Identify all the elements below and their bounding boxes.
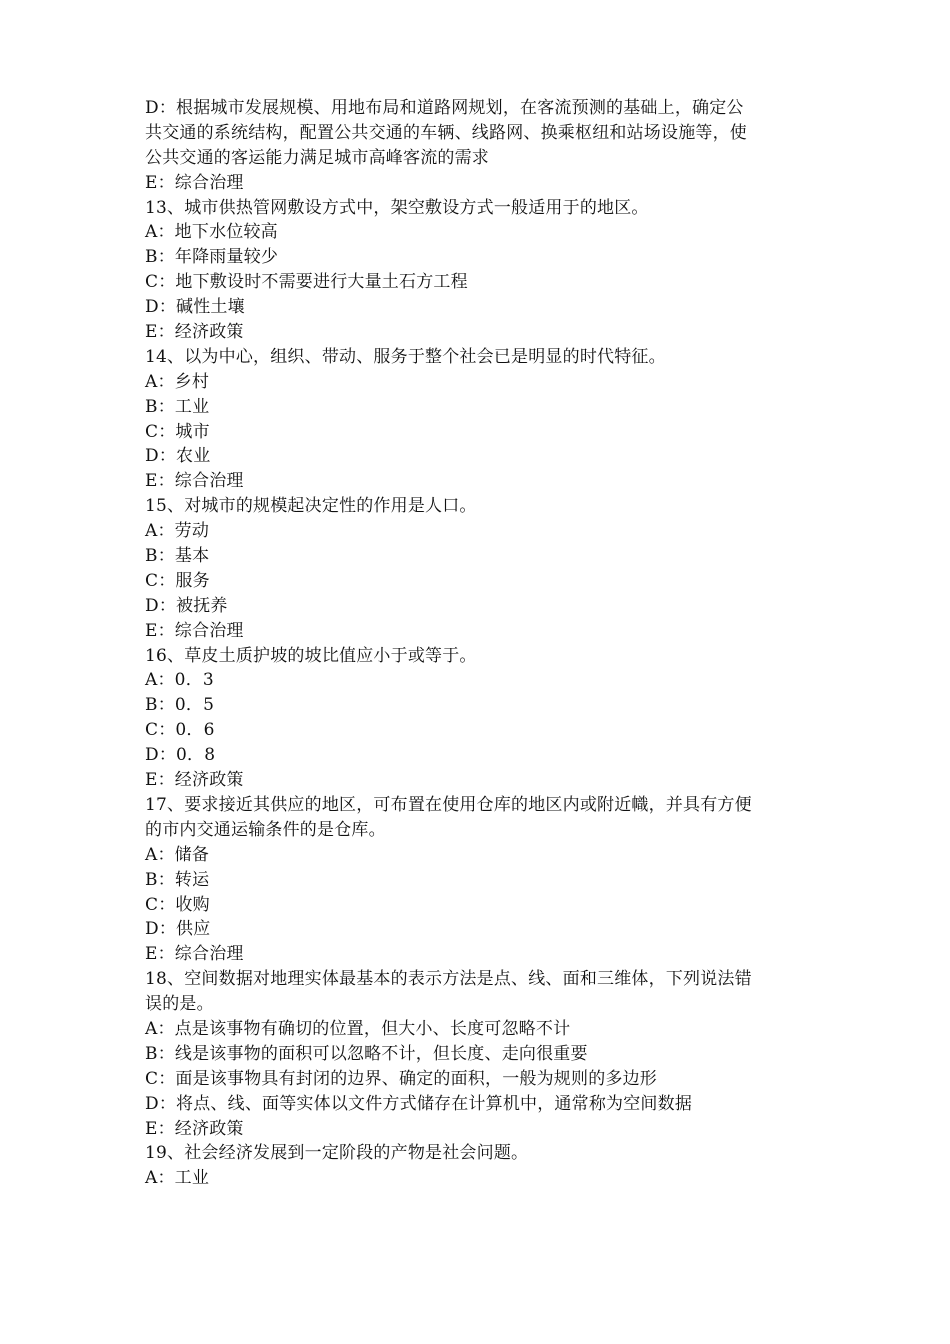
- option-line: B：工业: [145, 396, 210, 417]
- option-line: E：经济政策: [145, 322, 244, 343]
- option-line: D：供应: [145, 919, 211, 940]
- option-line: B：年降雨量较少: [145, 247, 279, 268]
- option-line: D：被抚养: [145, 595, 228, 616]
- option-line: E：综合治理: [145, 471, 244, 492]
- option-line: C：服务: [145, 570, 210, 591]
- option-line: E：经济政策: [145, 1118, 244, 1139]
- option-line: D：0．8: [145, 745, 216, 766]
- question-line: 14、以为中心，组织、带动、服务于整个社会已是明显的时代特征。: [145, 346, 666, 367]
- option-line: B：基本: [145, 546, 210, 567]
- option-line: D：将点、线、面等实体以文件方式储存在计算机中，通常称为空间数据: [145, 1093, 693, 1114]
- text-line: D：根据城市发展规模、用地布局和道路网规划，在客流预测的基础上，确定公: [145, 98, 744, 118]
- option-line: E：经济政策: [145, 770, 244, 791]
- option-line: C：地下敷设时不需要进行大量土石方工程: [145, 272, 468, 293]
- option-line: B：线是该事物的面积可以忽略不计，但长度、走向很重要: [145, 1043, 588, 1064]
- question-line: 的市内交通运输条件的是仓库。: [145, 819, 386, 840]
- question-line: 15、对城市的规模起决定性的作用是人口。: [145, 496, 477, 517]
- option-line: C：0．6: [145, 720, 215, 741]
- option-line: A：储备: [145, 844, 210, 865]
- option-line: E：综合治理: [145, 620, 244, 641]
- question-line: 18、空间数据对地理实体最基本的表示方法是点、线、面和三维体，下列说法错: [145, 969, 752, 990]
- text-line: 公共交通的客运能力满足城市高峰客流的需求: [145, 147, 489, 168]
- option-line: E：综合治理: [145, 172, 244, 193]
- option-line: B：转运: [145, 869, 210, 890]
- option-line: A：地下水位较高: [145, 222, 278, 243]
- question-line: 19、社会经济发展到一定阶段的产物是社会问题。: [145, 1143, 529, 1164]
- document-body: [145, 96, 820, 1191]
- option-line: D：农业: [145, 446, 211, 467]
- option-line: E：综合治理: [145, 944, 244, 965]
- option-line: A：乡村: [145, 371, 210, 392]
- question-line: 16、草皮土质护坡的坡比值应小于或等于。: [145, 645, 477, 666]
- question-line: 13、城市供热管网敷设方式中，架空敷设方式一般适用于的地区。: [145, 197, 649, 218]
- option-line: A：点是该事物有确切的位置，但大小、长度可忽略不计: [145, 1018, 571, 1039]
- question-line: 17、要求接近其供应的地区，可布置在使用仓库的地区内或附近幟，并具有方便: [145, 794, 752, 815]
- question-line: 误的是。: [145, 994, 214, 1015]
- option-line: D：碱性土壤: [145, 297, 245, 318]
- text-line: 共交通的系统结构，配置公共交通的车辆、线路网、换乘枢纽和站场设施等，使: [145, 122, 747, 143]
- option-line: A：0．3: [145, 670, 214, 691]
- option-line: C：城市: [145, 421, 210, 442]
- option-line: B：0．5: [145, 695, 215, 716]
- option-line: C：面是该事物具有封闭的边界、确定的面积，一般为规则的多边形: [145, 1068, 658, 1089]
- option-line: A：劳动: [145, 521, 210, 542]
- option-line: A：工业: [145, 1168, 210, 1189]
- option-line: C：收购: [145, 894, 210, 915]
